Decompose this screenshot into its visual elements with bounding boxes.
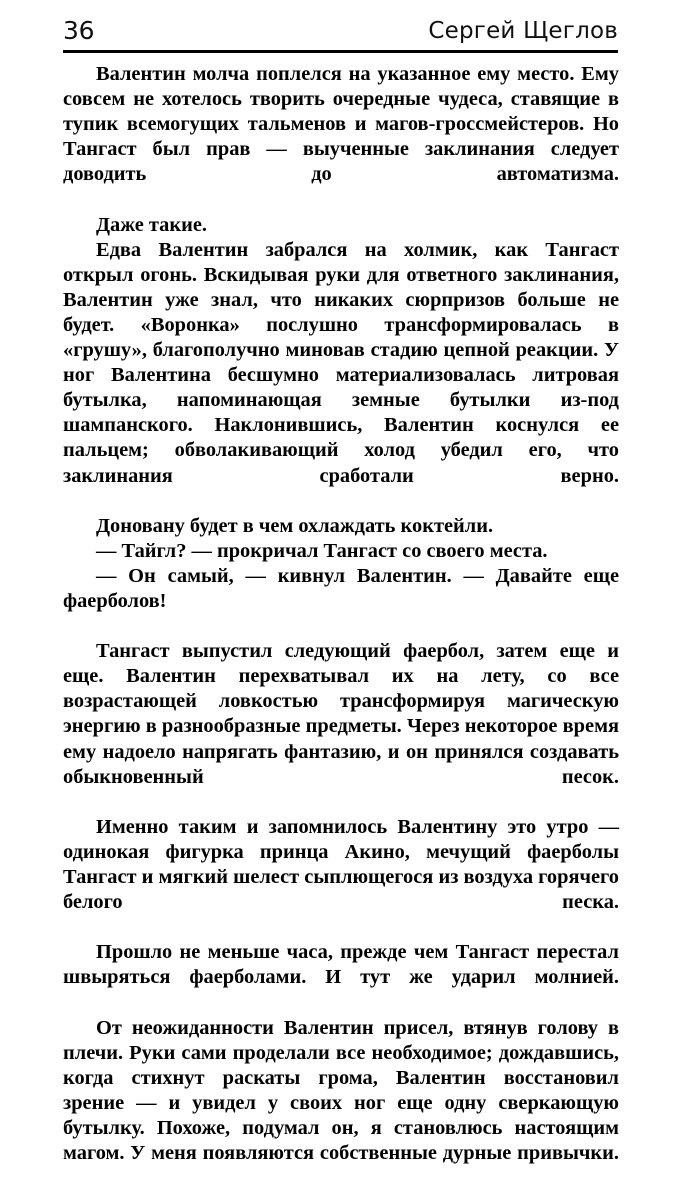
- header-divider: [63, 50, 618, 53]
- paragraph: Даже такие.: [96, 213, 207, 236]
- paragraph: — Он самый, — кивнул Валентин. — Давайте еще фаерболов!: [63, 564, 619, 612]
- body-text: [63, 62, 619, 1191]
- paragraph: Прошло не меньше часа, прежде чем Тангаст перестал швыряться фаерболами. И тут же ударил молнией.: [63, 941, 619, 989]
- paragraph: От неожиданности Валентин присел, втянув голову в плечи. Руки сами проделали все необходимое; дождавшись, когда стихнут раскаты грома, Валентин восстановил зрение — и увидел у своих ног еще одну сверкающую бутылку. Похоже, подумал он, я становлюсь настоящим магом. У меня появляются собственные дурные привычки.: [63, 1016, 619, 1165]
- page-number: 36: [63, 16, 95, 45]
- paragraph: Доновану будет в чем охлаждать коктейли.: [96, 514, 494, 537]
- paragraph: Тангаст выпустил следующий фаербол, затем еще и еще. Валентин перехватывал их на лету, со все возрастающей ловкостью трансформируя магическую энергию в разнообразные предметы. Через некоторое время ему надоело напрягать фантазию, и он принялся создавать обыкновенный песок.: [63, 640, 619, 788]
- paragraph: Валентин молча поплелся на указанное ему место. Ему совсем не хотелось творить очередные чудеса, ставящие в тупик всемогущих тальменов и магов-гроссмейстеров. Но Тангаст был прав — выученные заклинания следует доводить до автоматизма.: [63, 63, 619, 186]
- author-name: Сергей Щеглов: [428, 18, 618, 44]
- paragraph: Едва Валентин забрался на холмик, как Тангаст открыл огонь. Вскидывая руки для ответного заклинания, Валентин уже знал, что никаких сюрпризов больше не будет. «Воронка» послушно трансформировалась в «грушу», благополучно миновав стадию цепной реакции. У ног Валентина бесшумно материализовалась литровая бутылка, напоминающая земные бутылки из-под шампанского. Наклонившись, Валентин коснулся ее пальцем; обволакивающий холод убедил его, что заклинания сработали верно.: [63, 238, 619, 487]
- paragraph: — Тайгл? — прокричал Тангаст со своего места.: [96, 539, 548, 562]
- paragraph: Именно таким и запомнилось Валентину это утро — одинокая фигурка принца Акино, мечущий фаерболы Тангаст и мягкий шелест сыплющегося из воздуха горячего белого песка.: [63, 815, 619, 914]
- running-head: [63, 16, 618, 52]
